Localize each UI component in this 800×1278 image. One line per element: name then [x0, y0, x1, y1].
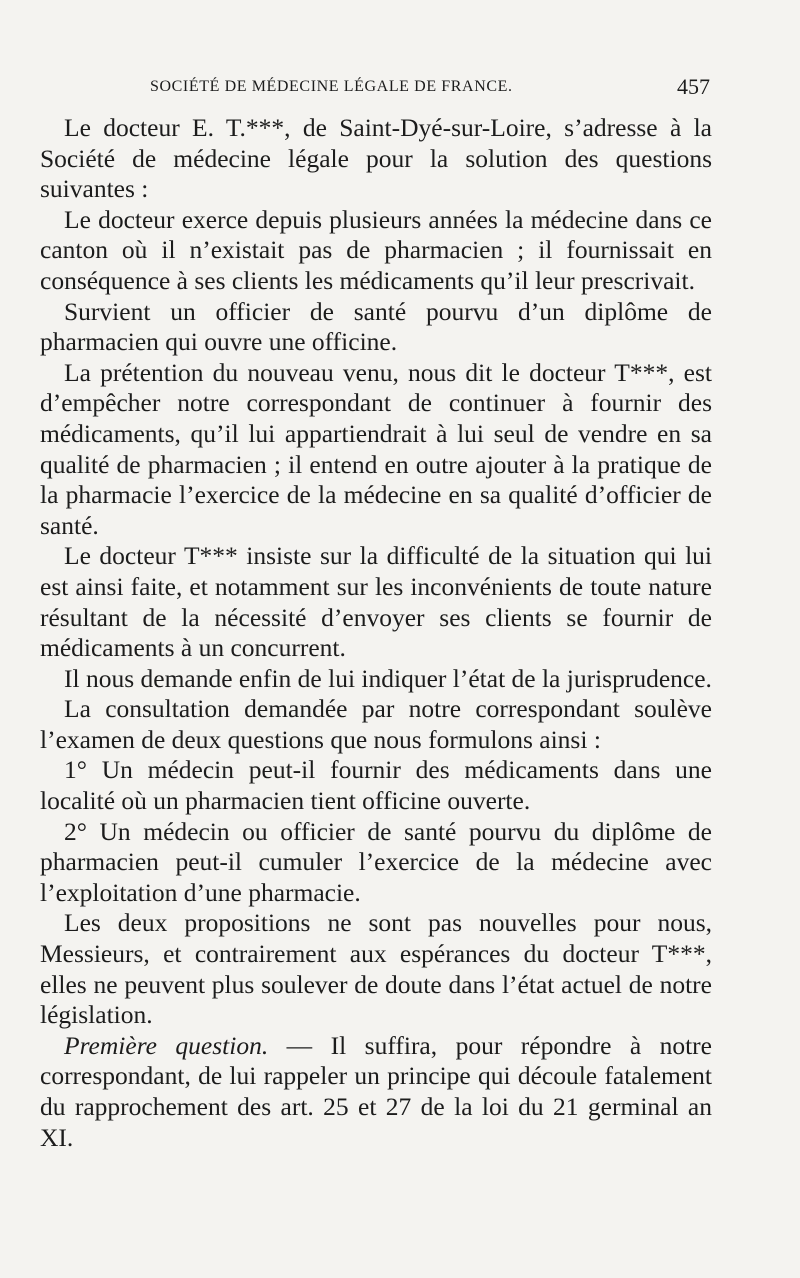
running-title: SOCIÉTÉ DE MÉDECINE LÉGALE DE FRANCE. — [150, 78, 513, 95]
paragraph-text: — Il suffira, pour répondre à notre correspondant, de lui rappeler un principe qui découle fatalement du rapprochement des art. 25 et 27 de la loi du 21 germinal an XI. — [40, 1030, 712, 1152]
paragraph: 1° Un médecin peut-il fournir des médicaments dans une localité où un pharmacien tient officine ouverte. — [40, 755, 712, 816]
page-number: 457 — [677, 74, 710, 99]
paragraph: Le docteur exerce depuis plusieurs années la médecine dans ce canton où il n’existait pas de pharmacien ; il fournissait en conséquence à ses clients les médicaments qu’il leur prescrivait. — [40, 204, 712, 295]
paragraph: Survient un officier de santé pourvu d’un diplôme de pharmacien qui ouvre une officine. — [40, 296, 712, 357]
paragraph-first-question — [40, 1031, 712, 1153]
section-label: Première question. — [64, 1030, 269, 1060]
paragraph: Les deux propositions ne sont pas nouvelles pour nous, Messieurs, et contrairement aux espérances du docteur T***, elles ne peuvent plus soulever de doute dans l’état actuel de notre législation. — [40, 908, 712, 1030]
paragraph: La consultation demandée par notre correspondant soulève l’examen de deux questions que nous formulons ainsi : — [40, 694, 712, 754]
body-text — [40, 113, 712, 1153]
paragraph: Le docteur T*** insiste sur la difficulté de la situation qui lui est ainsi faite, et notamment sur les inconvénients de toute nature résultant de la nécessité d’envoyer ses clients se fournir de médicaments à un concurrent. — [40, 541, 712, 663]
paragraph: Il nous demande enfin de lui indiquer l’état de la jurisprudence. — [64, 663, 712, 693]
paragraph: La prétention du nouveau venu, nous dit le docteur T***, est d’empêcher notre correspondant de continuer à fournir des médicaments, qu’il lui appartiendrait à lui seul de vendre en sa qualité de pharmacien ; il entend en outre ajouter à la pratique de la pharmacie l’exercice de la médecine en sa qualité d’officier de santé. — [40, 357, 712, 540]
paragraph: Le docteur E. T.***, de Saint-Dyé-sur-Loire, s’adresse à la Société de médecine légale pour la solution des questions suivantes : — [40, 113, 712, 204]
paragraph: 2° Un médecin ou officier de santé pourvu du diplôme de pharmacien peut-il cumuler l’exercice de la médecine avec l’exploitation d’une pharmacie. — [40, 816, 712, 907]
